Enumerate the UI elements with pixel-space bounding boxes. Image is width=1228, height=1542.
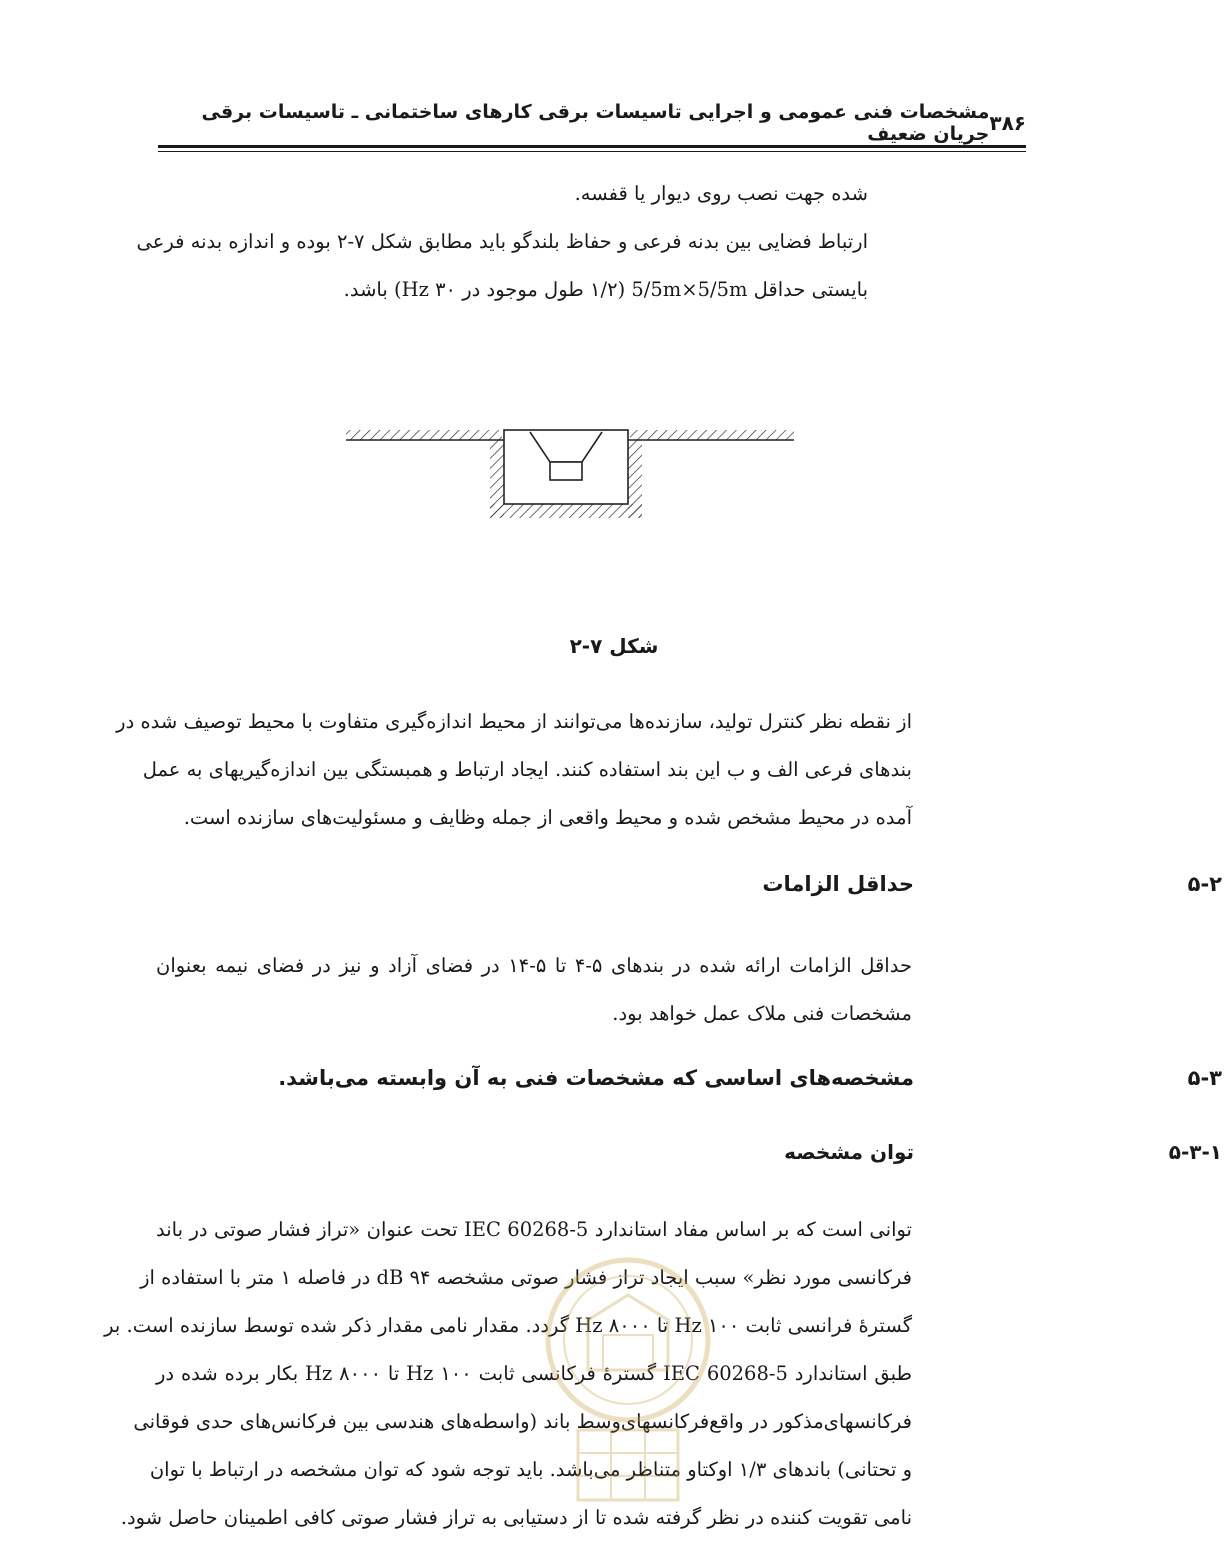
running-header-title: مشخصات فنی عمومی و اجرایی تاسیسات برقی کارهای ساختمانی ـ تاسیسات برقی جریان ضعیف	[201, 101, 990, 145]
text-line: بایستی حداقل 5/5m×5/5m (۱/۲ طول موجود در Hz ۳۰) باشد.	[343, 278, 868, 301]
section-title: حداقل الزامات	[762, 872, 914, 896]
text-line: ارتباط فضایی بین بدنه فرعی و حفاظ بلندگو باید مطابق شکل ۷-۲ بوده و اندازه بدنه فرعی	[136, 230, 868, 253]
text-line: فرکانسهای‌مذکور در واقع‌فرکانسهای‌وسط باند (واسطه‌های هندسی بین فرکانس‌های حدی فوقانی	[133, 1410, 912, 1433]
cavity-bottom-hatch	[490, 504, 642, 518]
section-number: ۵-۲	[1187, 872, 1222, 896]
right-surface-hatch	[630, 430, 794, 440]
text-line: گسترهٔ فرانسی ثابت Hz ۱۰۰ تا Hz ۸۰۰۰ گردد. مقدار نامی مقدار ذکر شده توسط سازنده است. بر	[104, 1314, 912, 1337]
text-line: و تحتانی) باندهای ۱/۳ اوکتاو متناظر می‌باشد. باید توجه شود که توان مشخصه در ارتباط با توان	[149, 1458, 912, 1481]
text-line: حداقل الزامات ارائه شده در بندهای ۵-۴ تا ۵-۱۴ در فضای آزاد و نیز در فضای نیمه بعنوان	[156, 954, 913, 977]
section-5-2-paragraph	[156, 942, 912, 1038]
text-line: توانی است که بر اساس مفاد استاندارد IEC 60268-5 تحت عنوان «تراز فشار صوتی در باند	[156, 1218, 912, 1241]
text-line: مشخصات فنی ملاک عمل خواهد بود.	[612, 1002, 912, 1025]
header-rule-thin	[158, 151, 1026, 152]
figure-caption: شکل ۷-۲	[569, 634, 659, 658]
production-paragraph	[116, 698, 912, 842]
text-line: شده جهت نصب روی دیوار یا قفسه.	[574, 182, 868, 205]
text-line: نامی تقویت کننده در نظر گرفته شده تا از دستیابی به تراز فشار صوتی کافی اطمینان حاصل شود.	[120, 1506, 912, 1529]
watermark-seal	[508, 1250, 748, 1510]
section-title: توان مشخصه	[784, 1140, 914, 1164]
text-line: طبق استاندارد IEC 60268-5 گسترهٔ فرکانسی ثابت Hz ۱۰۰ تا Hz ۸۰۰۰ بکار برده شده در	[156, 1362, 913, 1385]
section-5-3-1-heading	[158, 1140, 1222, 1180]
text-line: بندهای فرعی الف و ب این بند استفاده کنند. ایجاد ارتباط و همبستگی بین اندازه‌گیریهای به عمل	[142, 758, 912, 781]
section-5-3-heading	[158, 1066, 1222, 1106]
speaker-magnet	[550, 462, 582, 480]
text-line: آمده در محیط مشخص شده و محیط واقعی از جمله وظایف و مسئولیت‌های سازنده است.	[183, 806, 912, 829]
text-line: از نقطه نظر کنترل تولید، سازنده‌ها می‌توانند از محیط اندازه‌گیری متفاوت با محیط توصیف شده در	[116, 710, 912, 733]
section-5-2-heading	[158, 872, 1222, 912]
running-header	[158, 101, 1026, 145]
header-rule-thick	[158, 145, 1026, 148]
text-line: فرکانسی مورد نظر» سبب ایجاد تراز فشار صوتی مشخصه dB ۹۴ در فاصله ۱ متر با استفاده از	[140, 1266, 912, 1289]
left-surface-hatch	[346, 430, 502, 440]
page-number: ۳۸۶	[989, 111, 1026, 135]
intro-paragraph	[136, 170, 868, 314]
section-title: مشخصه‌های اساسی که مشخصات فنی به آن وابسته می‌باشد.	[278, 1066, 914, 1090]
section-number: ۵-۳-۱	[1168, 1140, 1222, 1164]
section-number: ۵-۳	[1187, 1066, 1222, 1090]
speaker-baffle-figure	[340, 420, 800, 530]
